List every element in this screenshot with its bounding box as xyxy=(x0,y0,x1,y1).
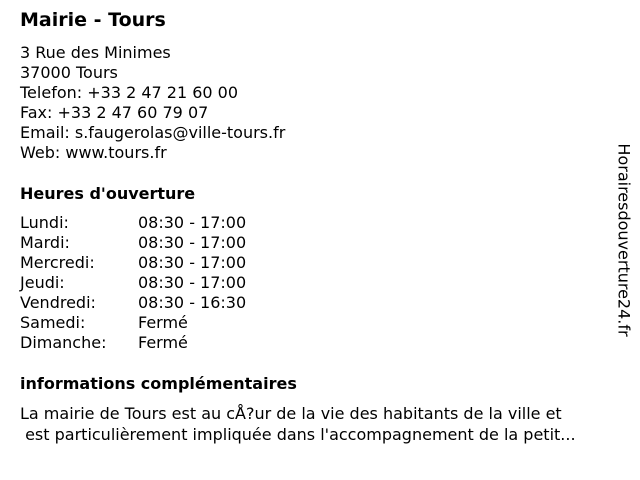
day-label: Samedi: xyxy=(20,313,86,332)
web-line: Web: www.tours.fr xyxy=(20,143,167,162)
hours-row-saturday xyxy=(20,313,246,333)
hours-row-friday xyxy=(20,293,246,313)
hours-row-sunday xyxy=(20,333,246,353)
hours-row-monday xyxy=(20,213,246,233)
site-watermark: Horairesdouverture24.fr xyxy=(614,143,634,337)
fax-line: Fax: +33 2 47 60 79 07 xyxy=(20,103,209,122)
hours-table xyxy=(20,213,246,353)
time-value: 08:30 - 17:00 xyxy=(138,253,247,272)
day-label: Dimanche: xyxy=(20,333,107,352)
day-label: Lundi: xyxy=(20,213,69,232)
email-line: Email: s.faugerolas@ville-tours.fr xyxy=(20,123,286,142)
hours-row-tuesday xyxy=(20,233,246,253)
day-label: Vendredi: xyxy=(20,293,96,312)
time-value: 08:30 - 17:00 xyxy=(138,233,247,252)
day-label: Mercredi: xyxy=(20,253,95,272)
time-value: 08:30 - 17:00 xyxy=(138,273,247,292)
info-line-1: La mairie de Tours est au cÅ?ur de la vie des habitants de la ville et xyxy=(20,404,562,423)
hours-row-wednesday xyxy=(20,253,246,273)
time-value: Fermé xyxy=(138,313,188,332)
info-paragraph xyxy=(20,403,625,445)
page-title: Mairie - Tours xyxy=(20,9,166,31)
time-value: Fermé xyxy=(138,333,188,352)
address-city: 37000 Tours xyxy=(20,63,118,82)
day-label: Mardi: xyxy=(20,233,70,252)
info-line-2: est particulièrement impliquée dans l'accompagnement de la petit... xyxy=(20,425,576,444)
day-label: Jeudi: xyxy=(20,273,65,292)
time-value: 08:30 - 16:30 xyxy=(138,293,247,312)
info-heading: informations complémentaires xyxy=(20,374,297,393)
phone-line: Telefon: +33 2 47 21 60 00 xyxy=(20,83,239,102)
hours-row-thursday xyxy=(20,273,246,293)
hours-heading: Heures d'ouverture xyxy=(20,184,196,203)
time-value: 08:30 - 17:00 xyxy=(138,213,247,232)
contact-block xyxy=(20,43,285,163)
address-street: 3 Rue des Minimes xyxy=(20,43,171,62)
